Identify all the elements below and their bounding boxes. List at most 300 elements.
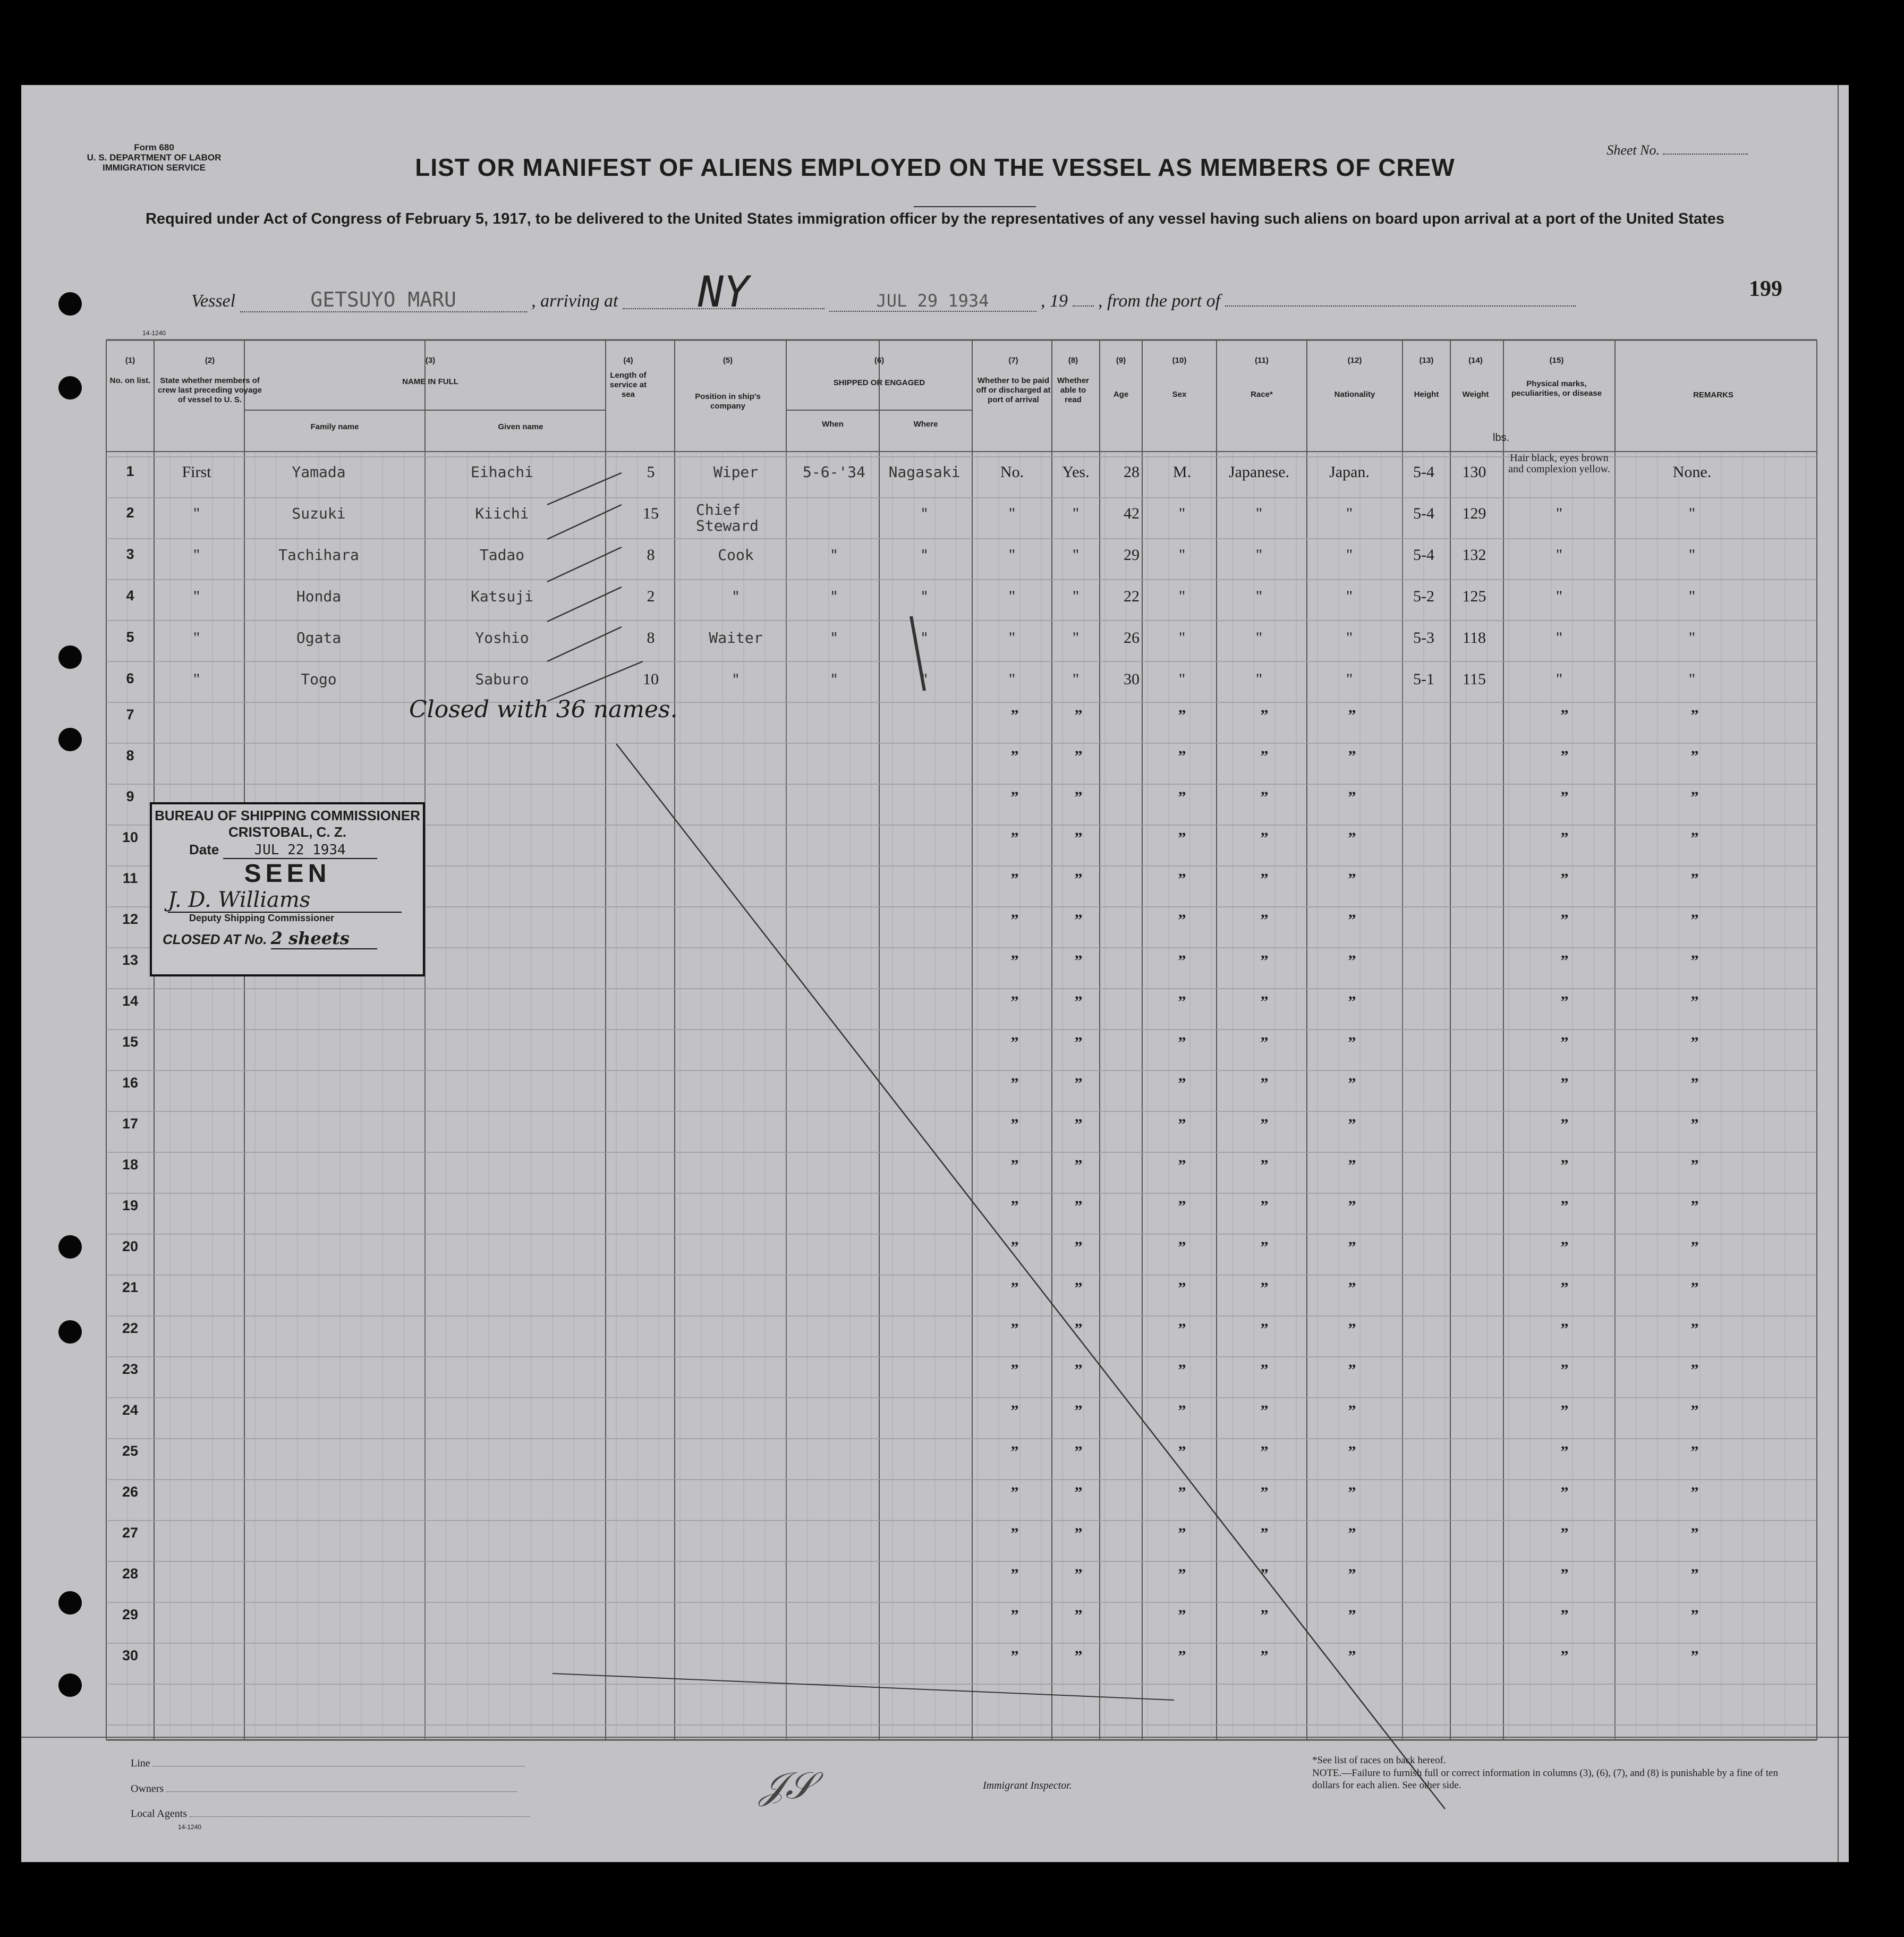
arriving-label: , arriving at bbox=[531, 291, 618, 311]
ditto-mark: ” bbox=[1348, 870, 1356, 888]
ditto-mark: ” bbox=[1348, 747, 1356, 765]
ditto-mark: ” bbox=[1690, 1197, 1699, 1215]
stamp-place: CRISTOBAL, C. Z. bbox=[228, 824, 346, 840]
ditto-mark: ” bbox=[1178, 1607, 1186, 1624]
col1-header: (1) No. on list. bbox=[109, 356, 151, 385]
given-name-cell: Eihachi bbox=[470, 463, 534, 481]
ditto-mark: ” bbox=[1178, 788, 1186, 806]
ditto-mark: ” bbox=[1178, 870, 1186, 888]
paid-off-cell: " bbox=[1008, 546, 1016, 564]
ditto-mark: ” bbox=[1074, 1607, 1083, 1624]
bureau-stamp bbox=[150, 802, 425, 976]
row-number: 26 bbox=[122, 1484, 139, 1500]
ditto-mark: ” bbox=[1560, 1320, 1569, 1338]
col2-header: (2) State whether members of crew last preceding voyage of vessel to U. S. bbox=[158, 356, 262, 404]
ditto-mark: ” bbox=[1074, 1197, 1083, 1215]
sex-cell: " bbox=[1178, 629, 1186, 647]
ditto-mark: ” bbox=[1348, 1647, 1356, 1665]
ditto-mark: ” bbox=[1690, 1402, 1699, 1420]
ditto-mark: ” bbox=[1690, 1607, 1699, 1624]
ditto-mark: ” bbox=[1260, 1320, 1269, 1338]
ditto-mark: ” bbox=[1074, 1320, 1083, 1338]
paid-off-cell: " bbox=[1008, 629, 1016, 647]
position-cell: " bbox=[731, 588, 741, 605]
ditto-mark: ” bbox=[1178, 707, 1186, 724]
ditto-mark: ” bbox=[1178, 1361, 1186, 1379]
ditto-mark: ” bbox=[1260, 1034, 1269, 1051]
ditto-mark: ” bbox=[1560, 1238, 1569, 1256]
read-cell: Yes. bbox=[1062, 463, 1090, 481]
ditto-mark: ” bbox=[1348, 788, 1356, 806]
ditto-mark: ” bbox=[1010, 1034, 1019, 1051]
ditto-mark: ” bbox=[1260, 1361, 1269, 1379]
ditto-mark: ” bbox=[1560, 1443, 1569, 1460]
ditto-mark: ” bbox=[1690, 1647, 1699, 1665]
when-cell: " bbox=[829, 546, 839, 564]
ditto-mark: ” bbox=[1010, 1197, 1019, 1215]
ditto-mark: ” bbox=[1690, 1034, 1699, 1051]
ditto-mark: ” bbox=[1010, 1075, 1019, 1092]
ditto-mark: ” bbox=[1178, 1116, 1186, 1133]
nationality-cell: Japan. bbox=[1329, 463, 1370, 481]
ditto-mark: ” bbox=[1010, 1116, 1019, 1133]
ditto-mark: ” bbox=[1260, 1157, 1269, 1174]
row-number: 28 bbox=[122, 1566, 139, 1582]
ditto-mark: ” bbox=[1010, 1566, 1019, 1583]
age-cell: 22 bbox=[1124, 588, 1140, 605]
row-number: 15 bbox=[122, 1034, 139, 1050]
col8-header: (8) Whether able to read bbox=[1057, 356, 1089, 404]
row-number: 12 bbox=[122, 911, 139, 927]
vessel-name: GETSUYO MARU bbox=[240, 288, 527, 312]
ditto-mark: ” bbox=[1560, 1116, 1569, 1133]
row-number: 10 bbox=[122, 829, 139, 845]
row-number: 8 bbox=[126, 747, 134, 763]
ditto-mark: ” bbox=[1260, 1402, 1269, 1420]
ditto-mark: ” bbox=[1010, 747, 1019, 765]
read-cell: " bbox=[1072, 629, 1080, 647]
ditto-mark: ” bbox=[1178, 1034, 1186, 1051]
ditto-mark: ” bbox=[1010, 993, 1019, 1010]
stamp-seen: SEEN bbox=[244, 860, 331, 888]
family-name-cell: Suzuki bbox=[292, 505, 346, 522]
ditto-mark: ” bbox=[1260, 1566, 1269, 1583]
ditto-mark: ” bbox=[1178, 1647, 1186, 1665]
ditto-mark: ” bbox=[1348, 1320, 1356, 1338]
ditto-mark: ” bbox=[1074, 1238, 1083, 1256]
ditto-mark: ” bbox=[1560, 1075, 1569, 1092]
col9-header: (9) Age bbox=[1113, 356, 1129, 399]
ditto-mark: ” bbox=[1260, 829, 1269, 847]
height-cell: 5-4 bbox=[1413, 546, 1434, 564]
ditto-mark: ” bbox=[1560, 1197, 1569, 1215]
ditto-mark: ” bbox=[1690, 1361, 1699, 1379]
col14-header: (14) Weight bbox=[1462, 356, 1489, 399]
crew-no: 1 bbox=[126, 463, 134, 479]
ditto-mark: ” bbox=[1010, 1238, 1019, 1256]
row-number: 14 bbox=[122, 993, 139, 1009]
ditto-mark: ” bbox=[1560, 1279, 1569, 1297]
col13-header: (13) Height bbox=[1414, 356, 1439, 399]
remarks-cell: " bbox=[1688, 546, 1696, 564]
requirement-text: Required under Act of Congress of February 5, 1917, to be delivered to the United States immigration officer by the representatives of any vessel having such aliens on board upon arrival at a port of the United States bbox=[145, 210, 1725, 227]
ditto-mark: ” bbox=[1560, 1484, 1569, 1501]
crew-no: 4 bbox=[126, 588, 134, 604]
physical-marks-cell: " bbox=[1556, 546, 1563, 564]
ditto-mark: ” bbox=[1074, 993, 1083, 1010]
family-name-cell: Yamada bbox=[292, 463, 346, 481]
form-number: Form 680 bbox=[134, 142, 174, 152]
ditto-mark: ” bbox=[1560, 788, 1569, 806]
ditto-mark: ” bbox=[1348, 1607, 1356, 1624]
ditto-mark: ” bbox=[1010, 1279, 1019, 1297]
ditto-mark: ” bbox=[1010, 1402, 1019, 1420]
ditto-mark: ” bbox=[1178, 1238, 1186, 1256]
stamp-title: Deputy Shipping Commissioner bbox=[189, 913, 335, 923]
ditto-mark: ” bbox=[1010, 707, 1019, 724]
position-cell: " bbox=[731, 670, 741, 688]
ditto-mark: ” bbox=[1690, 1566, 1699, 1583]
from-label: , from the port of bbox=[1098, 291, 1221, 311]
stamp-date-row bbox=[189, 842, 423, 859]
ditto-mark: ” bbox=[1074, 1647, 1083, 1665]
where-cell: " bbox=[920, 670, 929, 688]
age-cell: 42 bbox=[1124, 505, 1140, 522]
ditto-mark: ” bbox=[1260, 1238, 1269, 1256]
ditto-mark: ” bbox=[1690, 1157, 1699, 1174]
ditto-mark: ” bbox=[1010, 1647, 1019, 1665]
ditto-mark: ” bbox=[1074, 1402, 1083, 1420]
ditto-mark: ” bbox=[1178, 1320, 1186, 1338]
ditto-mark: ” bbox=[1260, 870, 1269, 888]
col11-header: (11) Race* bbox=[1251, 356, 1273, 399]
where-cell: " bbox=[920, 629, 929, 647]
ditto-mark: ” bbox=[1074, 747, 1083, 765]
weight-cell: 118 bbox=[1463, 629, 1486, 647]
ditto-mark: ” bbox=[1260, 1279, 1269, 1297]
ditto-mark: ” bbox=[1560, 1402, 1569, 1420]
ditto-mark: ” bbox=[1560, 1566, 1569, 1583]
ditto-mark: ” bbox=[1074, 870, 1083, 888]
ditto-mark: ” bbox=[1348, 1402, 1356, 1420]
ditto-mark: ” bbox=[1348, 911, 1356, 929]
row-number: 30 bbox=[122, 1647, 139, 1663]
height-cell: 5-3 bbox=[1413, 629, 1434, 647]
service: IMMIGRATION SERVICE bbox=[103, 163, 206, 173]
ditto-mark: ” bbox=[1260, 1075, 1269, 1092]
ditto-mark: ” bbox=[1260, 1443, 1269, 1460]
crew-no: 6 bbox=[126, 670, 134, 686]
ditto-mark: ” bbox=[1260, 1647, 1269, 1665]
read-cell: " bbox=[1072, 670, 1080, 688]
ditto-mark: ” bbox=[1560, 1034, 1569, 1051]
ditto-mark: ” bbox=[1178, 747, 1186, 765]
ditto-mark: ” bbox=[1178, 1402, 1186, 1420]
ditto-mark: ” bbox=[1348, 1034, 1356, 1051]
weight-cell: 129 bbox=[1462, 505, 1486, 522]
ditto-mark: ” bbox=[1178, 1484, 1186, 1501]
ditto-mark: ” bbox=[1178, 1075, 1186, 1092]
voyage-cell: " bbox=[193, 629, 200, 647]
nationality-cell: " bbox=[1346, 505, 1353, 522]
ditto-mark: ” bbox=[1074, 829, 1083, 847]
ditto-mark: ” bbox=[1074, 707, 1083, 724]
ditto-mark: ” bbox=[1348, 1484, 1356, 1501]
ditto-mark: ” bbox=[1348, 993, 1356, 1010]
ditto-mark: ” bbox=[1178, 1279, 1186, 1297]
ditto-mark: ” bbox=[1560, 1607, 1569, 1624]
when-cell: " bbox=[829, 670, 839, 688]
race-cell: " bbox=[1255, 546, 1263, 564]
ditto-mark: ” bbox=[1260, 993, 1269, 1010]
ditto-mark: ” bbox=[1560, 747, 1569, 765]
read-cell: " bbox=[1072, 588, 1080, 605]
given-name-cell: Kiichi bbox=[475, 505, 529, 522]
voyage-cell: First bbox=[182, 463, 211, 481]
row-number: 18 bbox=[122, 1157, 139, 1173]
ditto-mark: ” bbox=[1690, 993, 1699, 1010]
ditto-mark: ” bbox=[1178, 952, 1186, 970]
ditto-mark: ” bbox=[1178, 1443, 1186, 1460]
service-cell: 8 bbox=[647, 546, 655, 564]
vessel-label: Vessel bbox=[191, 291, 236, 311]
ditto-mark: ” bbox=[1348, 707, 1356, 724]
read-cell: " bbox=[1072, 505, 1080, 522]
col7-header: (7) Whether to be paid off or discharged at port of arrival bbox=[976, 356, 1051, 404]
paid-off-cell: " bbox=[1008, 505, 1016, 522]
stamp-date: JUL 22 1934 bbox=[223, 842, 377, 859]
voyage-cell: " bbox=[193, 546, 200, 564]
ditto-mark: ” bbox=[1690, 911, 1699, 929]
ditto-mark: ” bbox=[1560, 707, 1569, 724]
ditto-mark: ” bbox=[1074, 1484, 1083, 1501]
given-name-cell: Yoshio bbox=[475, 629, 529, 647]
physical-marks-cell: " bbox=[1556, 505, 1563, 522]
line-label: Line bbox=[131, 1757, 150, 1769]
position-cell: Chief Steward bbox=[696, 501, 759, 534]
ditto-mark: ” bbox=[1074, 1525, 1083, 1542]
weight-cell: 130 bbox=[1462, 463, 1486, 481]
ditto-mark: ” bbox=[1560, 911, 1569, 929]
remarks-cell: " bbox=[1688, 629, 1696, 647]
ditto-mark: ” bbox=[1348, 1197, 1356, 1215]
age-cell: 26 bbox=[1124, 629, 1140, 647]
ditto-mark: ” bbox=[1178, 829, 1186, 847]
col6-header: (6) SHIPPED OR ENGAGED bbox=[833, 356, 925, 387]
where-cell: Nagasaki bbox=[888, 463, 960, 481]
sex-cell: " bbox=[1178, 588, 1186, 605]
department: U. S. DEPARTMENT OF LABOR bbox=[87, 152, 222, 163]
row-number: 17 bbox=[122, 1116, 139, 1132]
stamp-bureau: BUREAU OF SHIPPING COMMISSIONER bbox=[155, 808, 420, 823]
position-cell: Cook bbox=[718, 546, 754, 564]
ditto-mark: ” bbox=[1348, 1279, 1356, 1297]
read-cell: " bbox=[1072, 546, 1080, 564]
stamp-closed-value: 2 sheets bbox=[271, 928, 377, 949]
ditto-mark: ” bbox=[1348, 1443, 1356, 1460]
nationality-cell: " bbox=[1346, 629, 1353, 647]
footer-owners bbox=[131, 1783, 517, 1795]
where-cell: " bbox=[920, 505, 929, 522]
ditto-mark: ” bbox=[1560, 1525, 1569, 1542]
age-cell: 28 bbox=[1124, 463, 1140, 481]
remarks-header: REMARKS bbox=[1693, 390, 1733, 400]
ditto-mark: ” bbox=[1260, 1116, 1269, 1133]
sex-cell: " bbox=[1178, 546, 1186, 564]
ditto-mark: ” bbox=[1178, 1525, 1186, 1542]
when-cell: " bbox=[829, 588, 839, 605]
form-code: 14-1240 bbox=[142, 329, 166, 337]
ditto-mark: ” bbox=[1074, 1361, 1083, 1379]
ditto-mark: ” bbox=[1074, 1443, 1083, 1460]
ditto-mark: ” bbox=[1690, 1238, 1699, 1256]
ditto-mark: ” bbox=[1348, 1116, 1356, 1133]
physical-marks-cell: Hair black, eyes brown and complexion yellow. bbox=[1508, 452, 1610, 475]
ditto-mark: ” bbox=[1348, 1238, 1356, 1256]
voyage-cell: " bbox=[193, 670, 200, 688]
ditto-mark: ” bbox=[1690, 1279, 1699, 1297]
ditto-mark: ” bbox=[1074, 1279, 1083, 1297]
row-number: 23 bbox=[122, 1361, 139, 1377]
ditto-mark: ” bbox=[1074, 911, 1083, 929]
row-number: 13 bbox=[122, 952, 139, 968]
ditto-mark: ” bbox=[1690, 707, 1699, 724]
sex-cell: " bbox=[1178, 505, 1186, 522]
ditto-mark: ” bbox=[1178, 911, 1186, 929]
ditto-mark: ” bbox=[1560, 1157, 1569, 1174]
where-cell: " bbox=[920, 588, 929, 605]
weight-cell: 132 bbox=[1462, 546, 1486, 564]
voyage-cell: " bbox=[193, 588, 200, 605]
physical-marks-cell: " bbox=[1556, 629, 1563, 647]
col12-header: (12) Nationality bbox=[1334, 356, 1375, 399]
race-cell: " bbox=[1255, 505, 1263, 522]
ditto-mark: ” bbox=[1560, 1647, 1569, 1665]
race-cell: " bbox=[1255, 670, 1263, 688]
row-number: 27 bbox=[122, 1525, 139, 1541]
lbs-unit: lbs. bbox=[1493, 432, 1510, 444]
when-cell: " bbox=[829, 629, 839, 647]
when-cell: 5-6-'34 bbox=[802, 463, 866, 481]
ditto-mark: ” bbox=[1690, 1116, 1699, 1133]
page-number: 199 bbox=[1749, 277, 1782, 301]
service-cell: 10 bbox=[643, 670, 659, 688]
physical-marks-cell: " bbox=[1556, 670, 1563, 688]
ditto-mark: ” bbox=[1348, 952, 1356, 970]
ditto-mark: ” bbox=[1260, 747, 1269, 765]
ditto-mark: ” bbox=[1690, 829, 1699, 847]
family-name-cell: Tachihara bbox=[278, 546, 359, 564]
ditto-mark: ” bbox=[1690, 1320, 1699, 1338]
remarks-cell: None. bbox=[1672, 463, 1712, 481]
row-number: 11 bbox=[122, 870, 138, 886]
given-name-cell: Katsuji bbox=[470, 588, 534, 605]
footer-agents bbox=[131, 1808, 530, 1820]
ditto-mark: ” bbox=[1348, 1525, 1356, 1542]
sex-cell: M. bbox=[1172, 463, 1192, 481]
family-name-cell: Ogata bbox=[296, 629, 342, 647]
family-name-header: Family name bbox=[310, 422, 359, 431]
ditto-mark: ” bbox=[1178, 1197, 1186, 1215]
ditto-mark: ” bbox=[1074, 1075, 1083, 1092]
ditto-mark: ” bbox=[1074, 1116, 1083, 1133]
remarks-cell: " bbox=[1688, 588, 1696, 605]
ditto-mark: ” bbox=[1260, 1607, 1269, 1624]
col3-header: (3) NAME IN FULL bbox=[402, 356, 458, 386]
ditto-mark: ” bbox=[1690, 1075, 1699, 1092]
ditto-mark: ” bbox=[1690, 747, 1699, 765]
height-cell: 5-2 bbox=[1413, 588, 1434, 605]
row-number: 24 bbox=[122, 1402, 139, 1418]
ditto-mark: ” bbox=[1260, 707, 1269, 724]
row-number: 22 bbox=[122, 1320, 139, 1336]
ditto-mark: ” bbox=[1010, 870, 1019, 888]
race-cell: " bbox=[1255, 588, 1263, 605]
service-cell: 2 bbox=[647, 588, 655, 605]
owners-label: Owners bbox=[131, 1783, 164, 1795]
age-cell: 30 bbox=[1124, 670, 1140, 688]
arriving-port: NY bbox=[623, 276, 824, 309]
ditto-mark: ” bbox=[1178, 1566, 1186, 1583]
paid-off-cell: " bbox=[1008, 670, 1016, 688]
ditto-mark: ” bbox=[1348, 1566, 1356, 1583]
ditto-mark: ” bbox=[1348, 1361, 1356, 1379]
where-header: Where bbox=[913, 420, 938, 429]
height-cell: 5-1 bbox=[1413, 670, 1434, 688]
ditto-mark: ” bbox=[1074, 1566, 1083, 1583]
when-header: When bbox=[822, 420, 844, 429]
ditto-mark: ” bbox=[1690, 1484, 1699, 1501]
crew-no: 2 bbox=[126, 505, 134, 521]
row-number: 25 bbox=[122, 1443, 139, 1459]
row-number: 9 bbox=[126, 788, 134, 804]
ditto-mark: ” bbox=[1260, 911, 1269, 929]
ditto-mark: ” bbox=[1690, 870, 1699, 888]
ditto-mark: ” bbox=[1560, 952, 1569, 970]
inspector-signature: 𝒥𝒮 bbox=[760, 1764, 814, 1807]
age-cell: 29 bbox=[1124, 546, 1140, 564]
ditto-mark: ” bbox=[1348, 829, 1356, 847]
ditto-mark: ” bbox=[1010, 1525, 1019, 1542]
remarks-cell: " bbox=[1688, 670, 1696, 688]
ditto-mark: ” bbox=[1074, 1157, 1083, 1174]
ditto-mark: ” bbox=[1074, 788, 1083, 806]
given-name-header: Given name bbox=[498, 422, 543, 431]
agents-label: Local Agents bbox=[131, 1808, 188, 1820]
col15-header: (15) Physical marks, peculiarities, or disease bbox=[1511, 356, 1602, 398]
ditto-mark: ” bbox=[1560, 870, 1569, 888]
ditto-mark: ” bbox=[1348, 1157, 1356, 1174]
manifest-sheet bbox=[21, 85, 1849, 1862]
ditto-mark: ” bbox=[1010, 829, 1019, 847]
ditto-mark: ” bbox=[1178, 1157, 1186, 1174]
ditto-mark: ” bbox=[1010, 952, 1019, 970]
ditto-mark: ” bbox=[1560, 1361, 1569, 1379]
service-cell: 8 bbox=[647, 629, 655, 647]
given-name-cell: Tadao bbox=[479, 546, 525, 564]
year-label: , 19 bbox=[1041, 291, 1068, 311]
col5-header: (5) Position in ship's company bbox=[695, 356, 761, 411]
height-cell: 5-4 bbox=[1413, 505, 1434, 522]
voyage-cell: " bbox=[193, 505, 200, 522]
ditto-mark: ” bbox=[1010, 1484, 1019, 1501]
where-cell: " bbox=[920, 546, 929, 564]
ditto-mark: ” bbox=[1690, 952, 1699, 970]
family-name-cell: Honda bbox=[296, 588, 342, 605]
ditto-mark: ” bbox=[1010, 1320, 1019, 1338]
stamp-closed bbox=[163, 928, 423, 949]
ditto-mark: ” bbox=[1260, 952, 1269, 970]
